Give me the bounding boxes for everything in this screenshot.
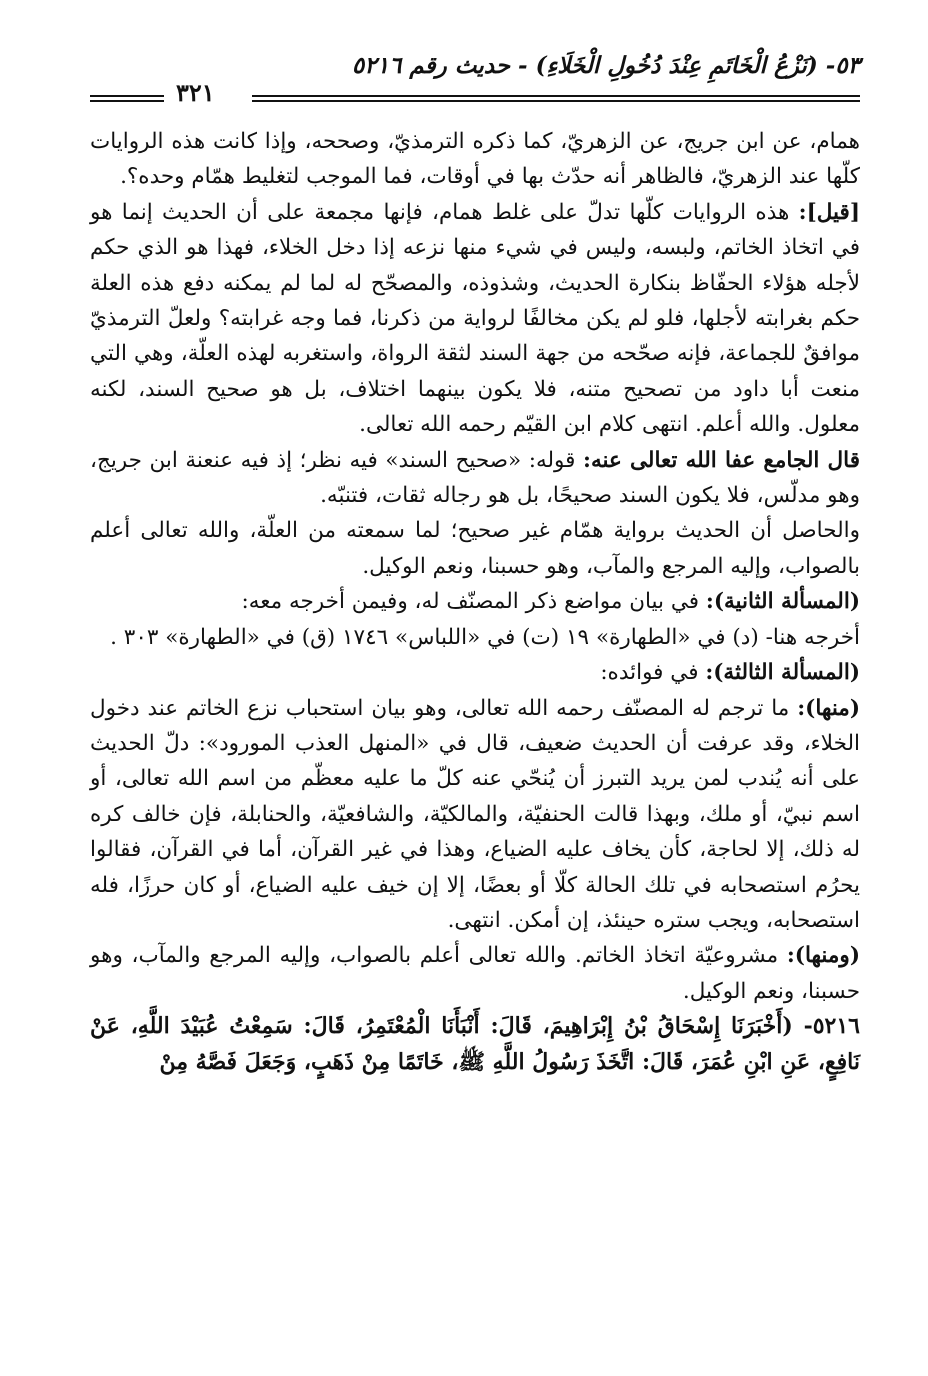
header-rule-left (90, 95, 164, 97)
body-text (90, 124, 860, 1080)
paragraph-4: والحاصل أن الحديث برواية همّام غير صحيح؛ لما سمعته من العلّة، والله تعالى أعلم بالصواب، وإليه المرجع والمآب، وهو حسبنا، ونعم الوكيل. (90, 518, 860, 579)
chapter-title: ٥٣- (نَزْعُ الْخَاتَمِ عِنْدَ دُخُولِ الْخَلَاءِ) - حديث رقم ٥٢١٦ (351, 52, 860, 79)
header-rule-left-lower (90, 100, 164, 102)
paragraph-8: (منها): ما ترجم له المصنّف رحمه الله تعالى، وهو بيان استحباب نزع الخاتم عند دخول الخلاء، وقد عرفت أن الحديث ضعيف، قال في «المنهل العذب المورود»: دلّ الحديث على أنه يُندب لمن يريد التبرز أن يُنحّي عنه كلّ ما عليه معظّم من اسم الله تعالى، أو اسم نبيّ، أو ملك، وبهذا قالت الحنفيّة، والمالكيّة، والشافعيّة، والحنابلة، فإن خالف كره له ذلك، إلا لحاجة، كأن يخاف عليه الضياع، وهذا في غير القرآن، أما في القرآن، فقالوا يحرُم استصحابه في تلك الحالة كلّا أو بعضًا، إلا إن خيف عليه الضياع، أو كان حرزًا، فله استصحابه، ويجب ستره حينئذ، إن أمكن. انتهى. (90, 695, 860, 933)
paragraph-9: (ومنها): مشروعيّة اتخاذ الخاتم. والله تعالى أعلم بالصواب، وإليه المرجع والمآب، وهو حسبنا، ونعم الوكيل. (90, 943, 860, 1004)
paragraph-lead: (ومنها): (786, 943, 860, 969)
paragraph-6: أخرجه هنا- (د) في «الطهارة» ١٩ (ت) في «اللباس» ١٧٤٦ (ق) في «الطهارة» ٣٠٣ . (110, 624, 860, 650)
paragraph-7: (المسألة الثالثة): في فوائده: (600, 660, 860, 686)
hadith-text: ٥٢١٦- (أَخْبَرَنَا إِسْحَاقُ بْنُ إِبْرَاهِيمَ، قَالَ: أَنْبَأَنَا الْمُعْتَمِرُ، قَالَ: سَمِعْتُ عُبَيْدَ اللَّهِ، عَنْ نَافِعٍ، عَنِ ابْنِ عُمَرَ، قَالَ: اتَّخَذَ رَسُولُ اللَّهِ ﷺ، خَاتَمًا مِنْ ذَهَبٍ، وَجَعَلَ فَصَّهُ مِنْ (90, 1013, 860, 1075)
paragraph-1: همام، عن ابن جريج، عن الزهريّ، كما ذكره الترمذيّ، وصححه، وإذا كانت هذه الروايات كلّها عند الزهريّ، فالظاهر أنه حدّث بها في أوقات، فما الموجب لتغليط همّام وحده؟. (90, 129, 860, 190)
running-header (90, 52, 860, 107)
paragraph-lead: قال الجامع عفا الله تعالى عنه: (583, 447, 861, 473)
header-rule-right-lower (252, 100, 860, 102)
paragraph-lead: [قيل]: (798, 199, 860, 225)
paragraph-3: قال الجامع عفا الله تعالى عنه: قوله: «صحيح السند» فيه نظر؛ إذ فيه عنعنة ابن جريج، وهو مدلّس، فلا يكون السند صحيحًا، بل هو رجاله ثقات، فتنبّه. (90, 447, 861, 509)
header-rule-right (252, 95, 860, 97)
paragraph-5: (المسألة الثانية): في بيان مواضع ذكر المصنّف له، وفيمن أخرجه معه: (241, 589, 860, 615)
paragraph-lead: (منها): (797, 695, 860, 721)
paragraph-lead: (المسألة الثالثة): (705, 660, 860, 686)
page-number: ٣٢١ (176, 78, 215, 107)
paragraph-2: [قيل]: هذه الروايات كلّها تدلّ على غلط همام، فإنها مجمعة على أن الحديث إنما هو في اتخاذ الخاتم، ولبسه، وليس في شيء منها نزعه إذا دخل الخلاء، فهذا هو الذي حكم لأجله هؤلاء الحفّاظ بنكارة الحديث، وشذوذه، والمصحّح له لما لم يمكنه دفع هذه العلة حكم بغرابته لأجلها، فلو لم يكن مخالفًا لرواية من ذكرنا، فما وجه غرابته؟ ولعلّ الترمذيّ موافقٌ للجماعة، فإنه صحّحه من جهة السند لثقة الرواة، واستغربه لهذه العلّة، وهي التي منعت أبا داود من تصحيح متنه، فلا يكون بينهما اختلاف، بل هو صحيح السند، لكنه معلول. والله أعلم. انتهى كلام ابن القيّم رحمه الله تعالى. (90, 199, 860, 438)
paragraph-lead: (المسألة الثانية): (705, 589, 860, 615)
